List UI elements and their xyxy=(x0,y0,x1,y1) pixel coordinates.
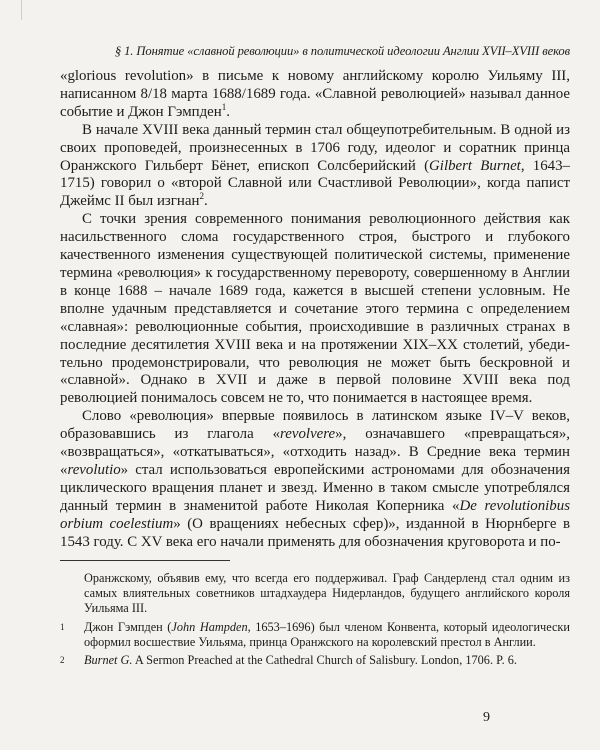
text-run: , 1653–1696) был членом Конвента, который идеологически оформил восшествие Уильяма, принца Оранжского на королевский престол в Англии. xyxy=(84,619,570,649)
text-run: . xyxy=(226,103,230,120)
paragraph xyxy=(60,122,570,212)
footnote-separator xyxy=(60,560,230,561)
footnote-mark: 1 xyxy=(60,621,65,632)
italic-run: Burnet G. xyxy=(84,653,133,668)
scan-edge-mark xyxy=(21,0,22,20)
italic-run: revolutio xyxy=(67,461,121,478)
text-run: «glorious revolution» в письме к новому английскому королю Уильяму III, написанном 8/18 марта 1688/1689 года. «Славной революцией» называл данное событие и Джон Гэмпден xyxy=(60,68,570,120)
text-run: , 1643–1715) говорил о «второй Славной или Счастливой Революции», когда папист Джеймс II был изгнан xyxy=(60,157,571,210)
main-text xyxy=(60,68,570,551)
italic-run: Gilbert Burnet xyxy=(429,157,521,174)
running-head: § 1. Понятие «славной революции» в политической идеологии Англии XVII–XVIII веков xyxy=(114,44,570,58)
footnote xyxy=(60,620,570,650)
text-run: В начале XVIII века данный термин стал общеупотребительным. В одной из своих проповедей, произнесенных в 1706 году, идеолог и соратник принца Оранжского Гильберт Бёнет, епископ Солсберийский ( xyxy=(60,121,570,174)
footnotes xyxy=(60,571,570,668)
paragraph xyxy=(60,408,570,551)
text-run: A Sermon Preached at the Cathedral Church of Salisbury. London, 1706. P. 6. xyxy=(132,653,517,668)
text-run: », означавшего «превращаться», «возвращаться», «откатываться», «отходить назад». В Средние века термин « xyxy=(60,426,570,478)
footnote-ref: 2 xyxy=(199,191,204,202)
footnote-mark: 2 xyxy=(60,655,65,666)
text-run: Джон Гэмпден ( xyxy=(84,619,172,634)
text-run: » (О вращениях небесных сфер)», изданной в Нюрнберге в 1543 году. С XV века его начали применять для обозначения круговорота и по- xyxy=(60,515,570,550)
paragraph xyxy=(60,68,570,122)
italic-run: John Hampden xyxy=(171,619,248,634)
page-number: 9 xyxy=(483,710,490,725)
footnote xyxy=(60,571,570,617)
italic-run: De revolutionibus orbium coelestium xyxy=(60,497,570,532)
text-run: Оранжскому, объявив ему, что всегда его поддерживал. Граф Сандерленд стал одним из самых влиятельных советников штадхаудера Нидерландов, будущего английского короля Уильяма III. xyxy=(84,571,570,616)
text-run: С точки зрения современного понимания революционного действия как насильственного слома государственного строя, быстрого и глубокого качественного изменения существующей политической системы, применение термина «революция» к государственному перевороту, совершенному в Англии в конце 1688 – начале 1689 года, кажется в высшей степени условным. Не вполне удачным представляется и сочетание этого термина с определением «славная»: революционные события, происходившие в различных странах в последние десятилетия XVIII века и на протяжении XIX–XX столетий, убедительно продемонстрировали, что революция не может быть бескровной и «славной». Однако в XVII и даже в первой половине XVIII века под революцией понималось совсем не то, что понимается в настоящее время. xyxy=(60,211,570,407)
footnote-ref: 1 xyxy=(221,101,227,112)
footnote xyxy=(60,653,570,668)
text-run: » стал использоваться европейскими астрономами для обозначения циклического вращения планет и звезд. Именно в таком смысле употреблялся данный термин в знаменитой работе Николая Коперника « xyxy=(60,461,570,514)
text-run: . xyxy=(203,193,208,210)
italic-run: revolvere xyxy=(280,426,336,443)
text-run: Слово «революция» впервые появилось в латинском языке IV–V веков, образовавшись из глагола « xyxy=(60,408,570,443)
paragraph xyxy=(60,211,570,408)
